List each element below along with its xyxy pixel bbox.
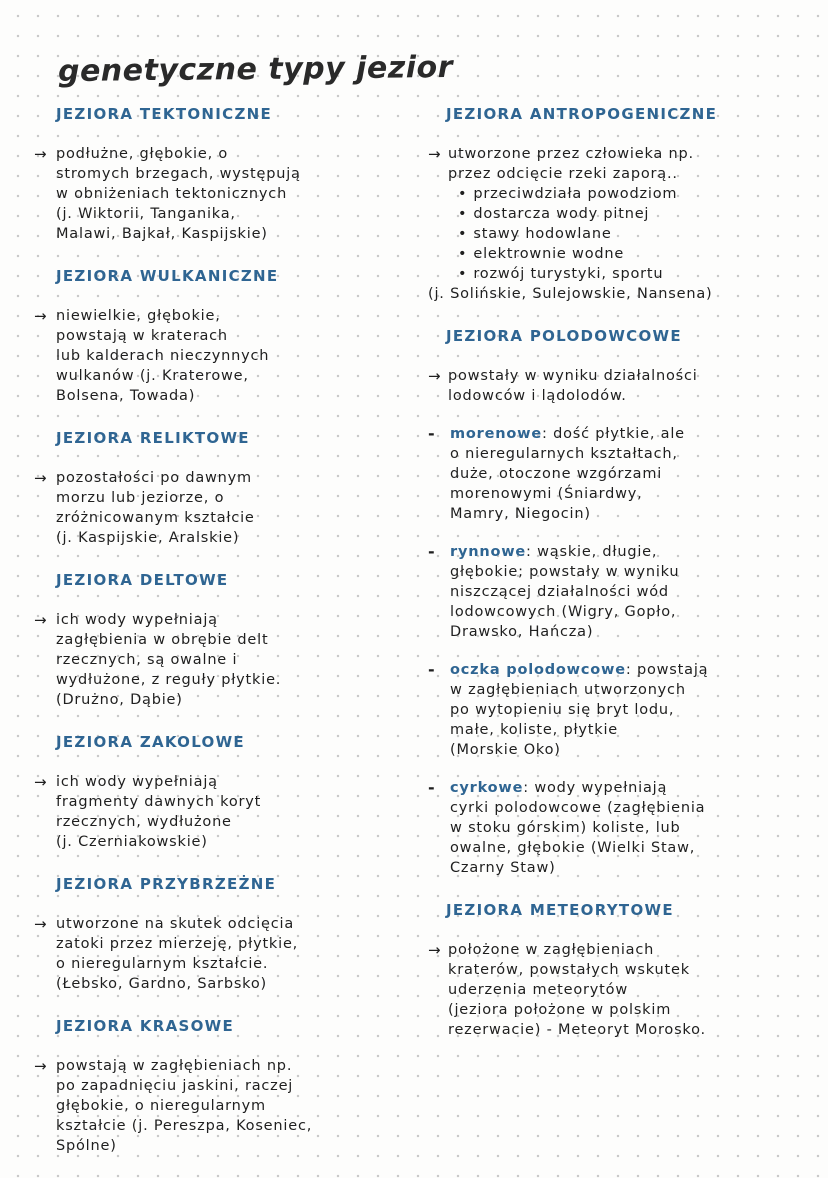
text-line: zatoki przez mierzeję, płytkie, xyxy=(56,936,299,952)
text-line: stromych brzegach, występują xyxy=(56,166,301,182)
text-line: o nieregularnych kształtach, xyxy=(450,446,678,462)
section-polodowcowe xyxy=(426,326,821,878)
examples-line: (j. Solińskie, Sulejowskie, Nansena) xyxy=(428,286,713,302)
arrow-icon: → xyxy=(428,941,441,959)
desc-zakolowe xyxy=(32,772,402,852)
text-line: Mamry, Niegocin) xyxy=(450,506,591,522)
arrow-icon: → xyxy=(428,367,441,385)
section-przybrzezne xyxy=(32,874,402,994)
text-line: przez odcięcie rzeki zaporą.. xyxy=(448,166,678,182)
page-title: genetyczne typy jezior xyxy=(57,49,454,90)
text-line: małe, koliste, płytkie xyxy=(450,722,618,738)
section-krasowe xyxy=(32,1016,402,1156)
dash-icon: - xyxy=(428,424,435,443)
term-oczka: oczka polodowcowe xyxy=(450,662,626,678)
text-line: niszczącej działalności wód xyxy=(450,584,669,600)
text-fragment: : dość płytkie, ale xyxy=(541,426,685,442)
bullet-item: • elektrownie wodne xyxy=(448,244,821,264)
arrow-icon: → xyxy=(34,307,47,325)
text-line: lodowcowych (Wigry, Gopło, xyxy=(450,604,677,620)
dash-icon: - xyxy=(428,778,435,797)
heading-deltowe: JEZIORA DELTOWE xyxy=(56,571,229,589)
desc-reliktowe xyxy=(32,468,402,548)
text-line: (Morskie Oko) xyxy=(450,742,561,758)
subtype-cyrkowe xyxy=(426,778,821,878)
heading-wulkaniczne: JEZIORA WULKANICZNE xyxy=(56,267,279,285)
text-line: Bolsena, Towada) xyxy=(56,388,196,404)
text-fragment: : wąskie, długie, xyxy=(526,544,658,560)
text-line: zagłębienia w obrębie delt xyxy=(56,632,269,648)
text-line: rzecznych, wydłużone xyxy=(56,814,232,830)
text-fragment: : powstają xyxy=(625,662,709,678)
text-line: głębokie, o nieregularnym xyxy=(56,1098,266,1114)
text-line: w zagłębieniach utworzonych xyxy=(450,682,686,698)
text-line: lodowców i lądolodów. xyxy=(448,388,627,404)
text-line: podłużne, głębokie, o xyxy=(56,146,229,162)
text-line: powstają w kraterach xyxy=(56,328,228,344)
section-wulkaniczne xyxy=(32,266,402,406)
heading-tektoniczne: JEZIORA TEKTONICZNE xyxy=(56,105,273,123)
desc-przybrzezne xyxy=(32,914,402,994)
text-line: (j. Wiktorii, Tanganika, xyxy=(56,206,236,222)
text-line: kraterów, powstałych wskutek xyxy=(448,962,690,978)
text-line: lub kalderach nieczynnych xyxy=(56,348,270,364)
text-fragment: : wody wypełniają xyxy=(523,780,668,796)
text-line: kształcie (j. Pereszpa, Koseniec, xyxy=(56,1118,313,1134)
heading-meteorytowe: JEZIORA METEORYTOWE xyxy=(446,901,674,919)
text-line: pozostałości po dawnym xyxy=(56,470,252,486)
text-line: o nieregularnym kształcie. xyxy=(56,956,269,972)
text-line: (j. Czerniakowskie) xyxy=(56,834,208,850)
text-line: zróżnicowanym kształcie xyxy=(56,510,255,526)
left-column xyxy=(32,104,402,1178)
bullet-item: • stawy hodowlane xyxy=(448,224,821,244)
heading-krasowe: JEZIORA KRASOWE xyxy=(56,1017,235,1035)
text-line: utworzone na skutek odcięcia xyxy=(56,916,295,932)
desc-deltowe xyxy=(32,610,402,710)
bullet-item: • dostarcza wody pitnej xyxy=(448,204,821,224)
text-line: w obniżeniach tektonicznych xyxy=(56,186,288,202)
text-line: Spólne) xyxy=(56,1138,117,1154)
heading-reliktowe: JEZIORA RELIKTOWE xyxy=(56,429,250,447)
arrow-icon: → xyxy=(34,1057,47,1075)
subtype-morenowe xyxy=(426,424,821,524)
text-line: ich wody wypełniają xyxy=(56,774,218,790)
text-line: morenowymi (Śniardwy, xyxy=(450,486,643,502)
text-line: Czarny Staw) xyxy=(450,860,556,876)
bullet-item: • przeciwdziała powodziom xyxy=(448,184,821,204)
bullet-item: • rozwój turystyki, sportu xyxy=(448,264,821,284)
heading-zakolowe: JEZIORA ZAKOLOWE xyxy=(56,733,245,751)
section-reliktowe xyxy=(32,428,402,548)
section-antropogeniczne xyxy=(426,104,821,304)
section-zakolowe xyxy=(32,732,402,852)
section-tektoniczne xyxy=(32,104,402,244)
arrow-icon: → xyxy=(34,915,47,933)
desc-tektoniczne xyxy=(32,144,402,244)
text-line: (Łebsko, Gardno, Sarbsko) xyxy=(56,976,267,992)
text-line: rezerwacie) - Meteoryt Morosko. xyxy=(448,1022,706,1038)
text-line: owalne, głębokie (Wielki Staw, xyxy=(450,840,696,856)
text-line: (jeziora położone w polskim xyxy=(448,1002,672,1018)
text-line: (j. Kaspijskie, Aralskie) xyxy=(56,530,240,546)
desc-meteorytowe xyxy=(426,940,821,1040)
text-line: morzu lub jeziorze, o xyxy=(56,490,225,506)
text-line: powstają w zagłębieniach np. xyxy=(56,1058,293,1074)
heading-antropogeniczne: JEZIORA ANTROPOGENICZNE xyxy=(446,105,718,123)
text-line: po wytopieniu się bryt lodu, xyxy=(450,702,675,718)
text-line: położone w zagłębieniach xyxy=(448,942,655,958)
dash-icon: - xyxy=(428,542,435,561)
text-line: wydłużone, z reguły płytkie. xyxy=(56,672,282,688)
arrow-icon: → xyxy=(428,145,441,163)
text-line: Malawi, Bajkał, Kaspijskie) xyxy=(56,226,268,242)
text-line: utworzone przez człowieka np. xyxy=(448,146,694,162)
arrow-icon: → xyxy=(34,145,47,163)
term-morenowe: morenowe xyxy=(450,426,542,442)
text-line: powstały w wyniku działalności xyxy=(448,368,698,384)
text-line: wulkanów (j. Kraterowe, xyxy=(56,368,249,384)
text-line: uderzenia meteorytów xyxy=(448,982,629,998)
text-line: w stoku górskim) koliste, lub xyxy=(450,820,681,836)
desc-polodowcowe xyxy=(426,366,821,406)
subtype-oczka xyxy=(426,660,821,760)
text-line: ich wody wypełniają xyxy=(56,612,218,628)
subtype-rynnowe xyxy=(426,542,821,642)
arrow-icon: → xyxy=(34,773,47,791)
text-line: cyrki polodowcowe (zagłębienia xyxy=(450,800,706,816)
arrow-icon: → xyxy=(34,469,47,487)
text-line: duże, otoczone wzgórzami xyxy=(450,466,663,482)
text-line: głębokie; powstały w wyniku xyxy=(450,564,680,580)
desc-krasowe xyxy=(32,1056,402,1156)
text-line: Drawsko, Hańcza) xyxy=(450,624,594,640)
heading-polodowcowe: JEZIORA POLODOWCOWE xyxy=(446,327,682,345)
term-rynnowe: rynnowe xyxy=(450,544,527,560)
text-line: rzecznych, są owalne i xyxy=(56,652,238,668)
desc-antropogeniczne xyxy=(426,144,821,304)
desc-wulkaniczne xyxy=(32,306,402,406)
term-cyrkowe: cyrkowe xyxy=(450,780,524,796)
text-line: niewielkie, głębokie, xyxy=(56,308,221,324)
section-deltowe xyxy=(32,570,402,710)
text-line: po zapadnięciu jaskini, raczej xyxy=(56,1078,294,1094)
dash-icon: - xyxy=(428,660,435,679)
text-line: fragmenty dawnych koryt xyxy=(56,794,262,810)
arrow-icon: → xyxy=(34,611,47,629)
text-line: (Drużno, Dąbie) xyxy=(56,692,183,708)
section-meteorytowe xyxy=(426,900,821,1040)
right-column xyxy=(426,104,821,1062)
heading-przybrzezne: JEZIORA PRZYBRZEŻNE xyxy=(56,875,277,893)
